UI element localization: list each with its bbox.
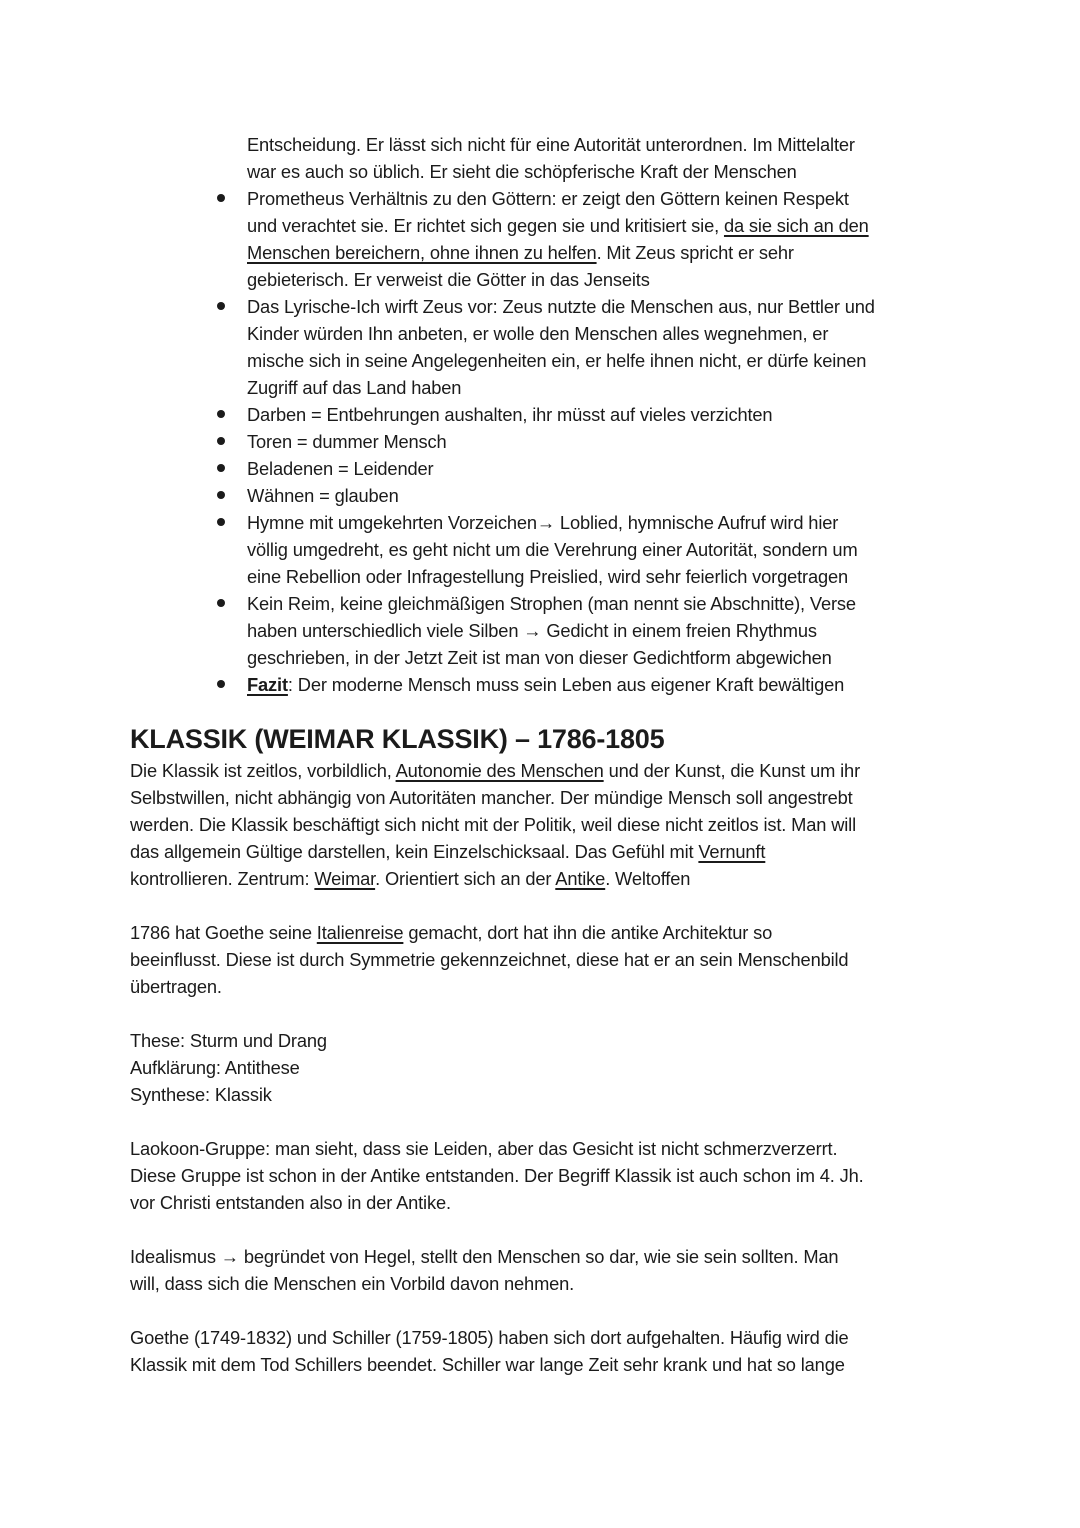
text-segment: Klassik mit dem Tod Schillers beendet. Schiller war lange Zeit sehr krank und hat so lange xyxy=(130,1354,845,1375)
text-line xyxy=(130,784,955,811)
text-line xyxy=(247,644,955,671)
list-item-continuation xyxy=(130,131,955,185)
text-line xyxy=(247,590,955,617)
paragraph xyxy=(130,757,955,892)
text-segment: will, dass sich die Menschen ein Vorbild davon nehmen. xyxy=(130,1273,575,1294)
text-line xyxy=(247,266,955,293)
paragraph-spacer xyxy=(130,1297,955,1324)
text-line xyxy=(247,455,955,482)
text-segment: . Weltoffen xyxy=(605,868,691,889)
bullet-icon xyxy=(217,194,225,202)
text-segment: Italienreise xyxy=(316,922,404,943)
list-item xyxy=(130,590,955,671)
text-line xyxy=(247,482,955,509)
text-segment: 1786 hat Goethe seine xyxy=(130,922,317,943)
text-line xyxy=(247,347,955,374)
text-segment: : Der moderne Mensch muss sein Leben aus eigener Kraft bewältigen xyxy=(287,674,845,695)
text-line xyxy=(247,239,955,266)
text-segment: Weimar xyxy=(314,868,376,889)
text-segment: haben unterschiedlich viele Silben → Gedicht in einem freien Rhythmus xyxy=(247,620,817,641)
list-item xyxy=(130,509,955,590)
text-line xyxy=(130,838,955,865)
text-segment: These: Sturm und Drang xyxy=(130,1030,327,1051)
text-line xyxy=(130,1054,955,1081)
text-segment: da sie sich an den xyxy=(723,215,869,236)
text-line xyxy=(130,1243,955,1270)
text-segment: völlig umgedreht, es geht nicht um die Verehrung einer Autorität, sondern um xyxy=(247,539,858,560)
text-line xyxy=(247,563,955,590)
bullet-icon xyxy=(217,410,225,418)
text-segment: eine Rebellion oder Infragestellung Preislied, wird sehr feierlich vorgetragen xyxy=(247,566,849,587)
paragraph-spacer xyxy=(130,1108,955,1135)
bullet-list xyxy=(130,131,955,698)
text-segment: gebieterisch. Er verweist die Götter in das Jenseits xyxy=(247,269,650,290)
text-line xyxy=(130,919,955,946)
text-line xyxy=(247,158,955,185)
text-segment: Synthese: Klassik xyxy=(130,1084,272,1105)
text-segment: kontrollieren. Zentrum: xyxy=(130,868,315,889)
text-segment: Goethe (1749-1832) und Schiller (1759-1805) haben sich dort aufgehalten. Häufig wird die xyxy=(130,1327,849,1348)
text-line xyxy=(247,320,955,347)
text-line xyxy=(247,185,955,212)
bullet-icon xyxy=(217,302,225,310)
text-segment: Das Lyrische-Ich wirft Zeus vor: Zeus nutzte die Menschen aus, nur Bettler und xyxy=(247,296,875,317)
text-line xyxy=(130,946,955,973)
text-segment: übertragen. xyxy=(130,976,222,997)
paragraph-spacer xyxy=(130,1000,955,1027)
text-line xyxy=(130,757,955,784)
text-line xyxy=(130,1270,955,1297)
text-segment: war es auch so üblich. Er sieht die schöpferische Kraft der Menschen xyxy=(247,161,797,182)
text-line xyxy=(130,1324,955,1351)
text-line xyxy=(130,865,955,892)
text-line xyxy=(130,973,955,1000)
text-segment: geschrieben, in der Jetzt Zeit ist man von dieser Gedichtform abgewichen xyxy=(247,647,832,668)
text-segment: Diese Gruppe ist schon in der Antike entstanden. Der Begriff Klassik ist auch schon im 4. Jh. xyxy=(130,1165,864,1186)
bullet-icon xyxy=(217,680,225,688)
text-line xyxy=(130,1351,955,1378)
paragraph xyxy=(130,1243,955,1297)
text-segment: mische sich in seine Angelegenheiten ein, er helfe ihnen nicht, er dürfe keinen xyxy=(247,350,867,371)
text-segment: Die Klassik ist zeitlos, vorbildlich, xyxy=(130,760,396,781)
text-line xyxy=(247,536,955,563)
text-segment: Autonomie des Menschen xyxy=(395,760,604,781)
text-segment: Selbstwillen, nicht abhängig von Autoritäten mancher. Der mündige Mensch soll angestrebt xyxy=(130,787,853,808)
bullet-icon xyxy=(217,437,225,445)
text-segment: Toren = dummer Mensch xyxy=(247,431,447,452)
bullet-icon xyxy=(217,464,225,472)
list-item xyxy=(130,671,955,698)
text-segment: Prometheus Verhältnis zu den Göttern: er zeigt den Göttern keinen Respekt xyxy=(247,188,849,209)
text-line xyxy=(247,617,955,644)
text-segment: Aufklärung: Antithese xyxy=(130,1057,300,1078)
text-segment: Idealismus → begründet von Hegel, stellt den Menschen so dar, wie sie sein sollten. Man xyxy=(130,1246,839,1267)
text-line xyxy=(130,1027,955,1054)
section-heading: KLASSIK (WEIMAR KLASSIK) – 1786-1805 xyxy=(130,724,665,754)
text-line xyxy=(247,428,955,455)
text-line xyxy=(130,1189,955,1216)
text-line xyxy=(130,811,955,838)
paragraph xyxy=(130,919,955,1000)
text-segment: Kein Reim, keine gleichmäßigen Strophen (man nennt sie Abschnitte), Verse xyxy=(247,593,856,614)
bullet-icon xyxy=(217,491,225,499)
text-segment: Menschen bereichern, ohne ihnen zu helfen xyxy=(247,242,597,263)
text-segment: Hymne mit umgekehrten Vorzeichen→ Loblied, hymnische Aufruf wird hier xyxy=(247,512,839,533)
body-blocks xyxy=(130,757,955,1378)
text-line xyxy=(247,671,955,698)
text-segment: Darben = Entbehrungen aushalten, ihr müsst auf vieles verzichten xyxy=(247,404,773,425)
list-item xyxy=(130,185,955,293)
text-segment: das allgemein Gültige darstellen, kein Einzelschicksaal. Das Gefühl mit xyxy=(130,841,699,862)
text-line xyxy=(247,212,955,239)
text-line xyxy=(130,1162,955,1189)
text-segment: Entscheidung. Er lässt sich nicht für eine Autorität unterordnen. Im Mittelalter xyxy=(247,134,855,155)
text-line xyxy=(247,293,955,320)
text-line xyxy=(247,374,955,401)
text-segment: Antike xyxy=(555,868,606,889)
text-segment: und verachtet sie. Er richtet sich gegen sie und kritisiert sie, xyxy=(247,215,724,236)
text-line xyxy=(130,1135,955,1162)
paragraph-spacer xyxy=(130,892,955,919)
text-segment: Kinder würden Ihn anbeten, er wolle den Menschen alles wegnehmen, er xyxy=(247,323,829,344)
text-line xyxy=(247,131,955,158)
text-segment: . Orientiert sich an der xyxy=(375,868,556,889)
text-segment: vor Christi entstanden also in der Antike. xyxy=(130,1192,451,1213)
text-segment: Beladenen = Leidender xyxy=(247,458,434,479)
list-item xyxy=(130,482,955,509)
text-line xyxy=(130,1081,955,1108)
paragraph xyxy=(130,1324,955,1378)
list-item xyxy=(130,455,955,482)
text-segment: Vernunft xyxy=(698,841,766,862)
text-segment: beeinflusst. Diese ist durch Symmetrie gekennzeichnet, diese hat er an sein Menschenbild xyxy=(130,949,849,970)
list-item xyxy=(130,428,955,455)
text-line xyxy=(247,401,955,428)
paragraph xyxy=(130,1135,955,1216)
paragraph xyxy=(130,1027,955,1108)
bullet-icon xyxy=(217,518,225,526)
text-segment: . Mit Zeus spricht er sehr xyxy=(596,242,794,263)
text-segment: Zugriff auf das Land haben xyxy=(247,377,462,398)
text-line xyxy=(247,509,955,536)
text-segment: und der Kunst, die Kunst um ihr xyxy=(603,760,861,781)
list-item xyxy=(130,293,955,401)
text-segment: Laokoon-Gruppe: man sieht, dass sie Leiden, aber das Gesicht ist nicht schmerzverzerrt. xyxy=(130,1138,838,1159)
paragraph-spacer xyxy=(130,1216,955,1243)
text-segment: gemacht, dort hat ihn die antike Architektur so xyxy=(403,922,773,943)
text-segment: werden. Die Klassik beschäftigt sich nicht mit der Politik, weil diese nicht zeitlos ist. Man will xyxy=(130,814,856,835)
bullet-icon xyxy=(217,599,225,607)
list-item xyxy=(130,401,955,428)
text-segment: Wähnen = glauben xyxy=(247,485,399,506)
text-segment: Fazit xyxy=(247,674,288,695)
